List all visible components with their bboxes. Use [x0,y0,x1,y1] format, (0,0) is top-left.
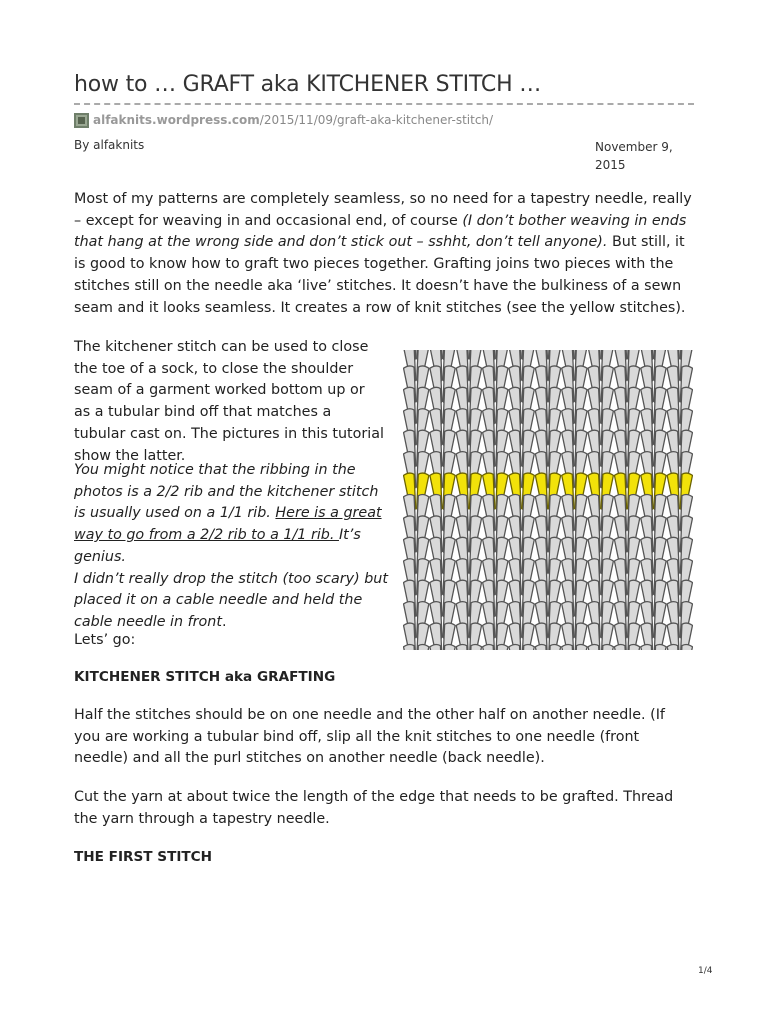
page-title: how to … GRAFT aka KITCHENER STITCH … [74,72,542,97]
lets-go-paragraph: Lets’ go: [74,632,136,648]
knit-stitch-leg [549,644,561,650]
rib-note-genius: It’s genius. [74,527,361,565]
knit-stitch-leg [562,644,574,650]
source-path: /2015/11/09/graft-aka-kitchener-stitch/ [259,113,494,127]
author-byline: By alfaknits [74,138,145,152]
knit-stitch-illustration [403,350,693,650]
knit-stitch-svg [403,350,693,650]
intro-paragraph [74,189,694,319]
knit-stitch-leg [522,644,534,650]
rib-note-paragraph [74,460,394,634]
knit-stitch-leg [654,644,666,650]
knit-stitch-leg [588,644,600,650]
source-line [74,111,493,129]
knit-stitch-leg [483,644,495,650]
section-heading-grafting: KITCHENER STITCH aka GRAFTING [74,669,336,685]
knit-stitch-leg [404,644,416,650]
page-number: 1/4 [698,966,713,976]
rib-tutorial-link[interactable]: Here is a great way to go from a 2/2 rib to a 1/1 rib. [74,505,382,544]
knit-stitch-leg [575,644,587,650]
knit-stitch-leg [469,644,481,650]
knit-stitch-leg [641,644,653,650]
knit-stitch-leg [456,644,468,650]
knit-stitch-leg [628,644,640,650]
knit-stitch-leg [601,644,613,650]
site-favicon-icon [74,113,89,128]
knit-stitch-leg [667,644,679,650]
knit-stitch-leg [535,644,547,650]
knit-stitch-leg [680,644,692,650]
knit-stitch-leg [496,644,508,650]
source-link[interactable] [93,113,493,127]
post-date: November 9, 2015 [595,140,673,172]
knit-stitch-leg [443,644,455,650]
knit-stitch-leg [417,644,429,650]
uses-paragraph: The kitchener stitch can be used to close the toe of a sock, to close the shoulder seam of a garment worked bottom up or as a tubular bind off that matches a tubular cast on. The pictures in this tutorial show the latter. [74,339,384,464]
intro-text: Most of my patterns are completely seamless, so no need for a tapestry needle, really – except for weaving in and occasional end, of course [74,191,692,229]
source-domain: alfaknits.wordpress.com [93,113,260,127]
knit-stitch-leg [509,644,521,650]
section-heading-first-stitch: THE FIRST STITCH [74,849,213,865]
rib-note-cable: I didn’t really drop the stitch (too scary) but placed it on a cable needle and held the cable needle in front [74,570,388,630]
intro-aside: (I don’t bother weaving in ends that hang at the wrong side and don’t stick out – sshht, don’t tell anyone). [74,212,687,251]
knit-stitch-leg [430,644,442,650]
knit-stitch-leg [614,644,626,650]
rib-note-period: . [221,613,227,630]
yarn-paragraph: Cut the yarn at about twice the length of the edge that needs to be grafted. Thread the yarn through a tapestry needle. [74,789,674,827]
rib-note-text: You might notice that the ribbing in the photos is a 2/2 rib and the kitchener stitch is usually used on a 1/1 rib. [74,462,379,522]
intro-rest: But still, it is good to know how to graft two pieces together. Grafting joins two pieces with the stitches still on the needle aka ‘live’ stitches. It doesn’t have the bulkiness of a sewn seam and it looks seamless. It creates a row of knit stitches (see the yellow stitches). [74,234,686,316]
needles-paragraph: Half the stitches should be on one needle and the other half on another needle. (If you are working a tubular bind off, slip all the knit stitches to one needle (front needle) and all the purl stitches on another needle (back needle). [74,707,665,767]
title-divider [74,103,694,105]
